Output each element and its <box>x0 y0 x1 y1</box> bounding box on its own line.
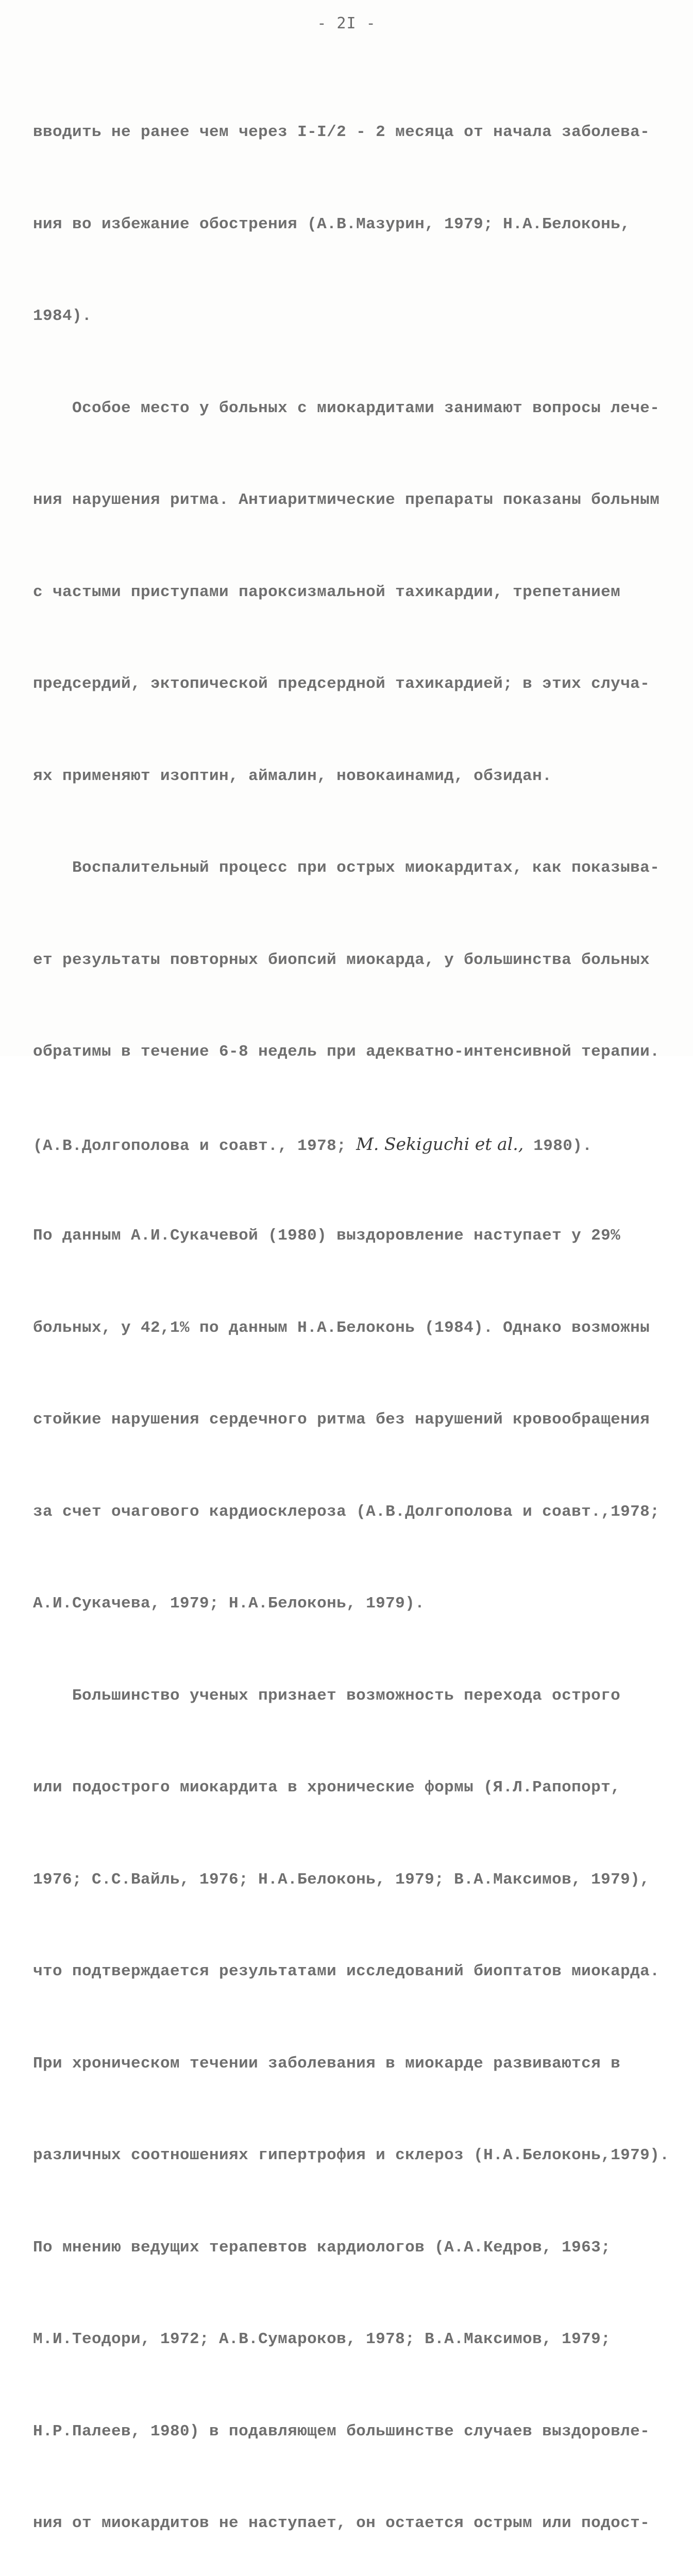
text-line: стойкие нарушения сердечного ритма без нарушений кровообращения <box>33 1411 650 1429</box>
text-line: Особое место у больных с миокардитами занимают вопросы лече- <box>33 399 660 417</box>
text-line: По мнению ведущих терапевтов кардиологов (А.А.Кедров, 1963; <box>33 2238 611 2257</box>
text-line: Большинство ученых признает возможность перехода острого <box>33 1686 621 1705</box>
text-line: ния во избежание обострения (А.В.Мазурин, 1979; Н.А.Белоконь, <box>33 215 631 233</box>
text-line: 1976; С.С.Вайль, 1976; Н.А.Белоконь, 1979; В.А.Максимов, 1979), <box>33 1870 650 1889</box>
text-line: При хроническом течении заболевания в миокарде развиваются в <box>33 2054 621 2073</box>
text-line: 1984). <box>33 307 92 325</box>
body-text <box>33 56 670 2576</box>
text-line: обратимы в течение 6-8 недель при адекватно-интенсивной терапии. <box>33 1043 660 1061</box>
citation-typed-after: 1980). <box>523 1137 593 1155</box>
text-line: различных соотношениях гипертрофия и склероз (Н.А.Белоконь,1979). <box>33 2146 670 2164</box>
text-line: больных, у 42,1% по данным Н.А.Белоконь (1984). Однако возможны <box>33 1318 650 1337</box>
citation-typed-before: (А.В.Долгополова и соавт., 1978; <box>33 1137 357 1155</box>
text-line: за счет очагового кардиосклероза (А.В.Долгополова и соавт.,1978; <box>33 1502 660 1521</box>
text-line: предсердий, эктопической предсердной тахикардией; в этих случа- <box>33 675 650 693</box>
text-line: с частыми приступами пароксизмальной тахикардии, трепетанием <box>33 583 621 601</box>
text-line: ет результаты повторных биопсий миокарда, у большинства больных <box>33 951 650 969</box>
text-line: А.И.Сукачева, 1979; Н.А.Белоконь, 1979). <box>33 1595 425 1613</box>
text-line: ях применяют изоптин, аймалин, новокаинамид, обзидан. <box>33 767 552 785</box>
page-number: - 2I - <box>317 14 376 32</box>
text-line: М.И.Теодори, 1972; А.В.Сумароков, 1978; В.А.Максимов, 1979; <box>33 2330 611 2348</box>
text-line: или подострого миокардита в хронические формы (Я.Л.Рапопорт, <box>33 1778 621 1797</box>
citation-line <box>33 1129 667 1160</box>
handwritten-citation: M. Sekiguchi et al., <box>356 1133 524 1154</box>
text-line: вводить не ранее чем через I-I/2 - 2 месяца от начала заболева- <box>33 123 650 141</box>
text-line: ния нарушения ритма. Антиаритмические препараты показаны больным <box>33 491 660 509</box>
text-line: По данным А.И.Сукачевой (1980) выздоровление наступает у 29% <box>33 1227 621 1245</box>
text-line: Н.Р.Палеев, 1980) в подавляющем большинстве случаев выздоровле- <box>33 2422 650 2441</box>
text-line: что подтверждается результатами исследований биоптатов миокарда. <box>33 1962 660 1980</box>
text-line: ния от миокардитов не наступает, он остается острым или подост- <box>33 2514 650 2532</box>
text-line: Воспалительный процесс при острых миокардитах, как показыва- <box>33 859 660 877</box>
